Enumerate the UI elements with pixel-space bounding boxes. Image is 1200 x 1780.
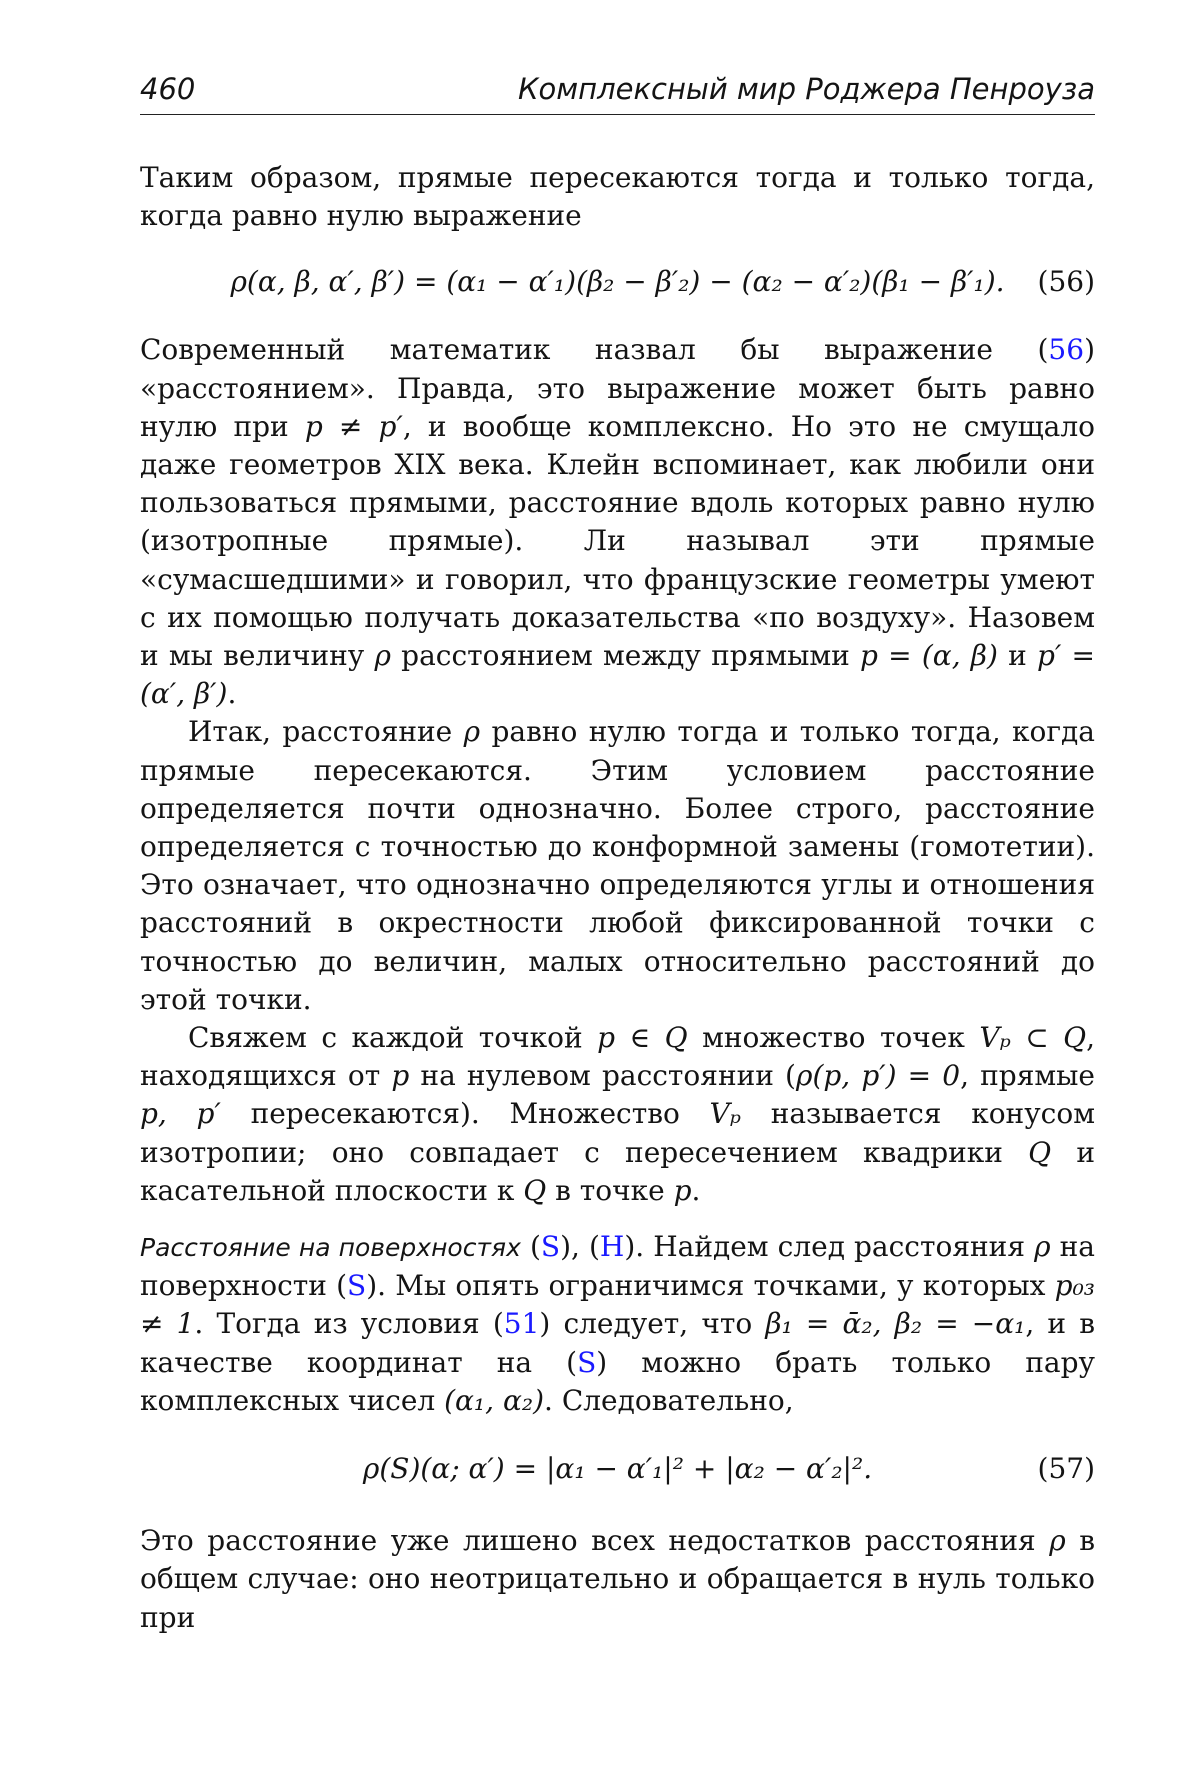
ref-S-link[interactable]: S [577, 1345, 597, 1379]
ref-56-link[interactable]: 56 [1048, 333, 1085, 367]
ref-S-link[interactable]: S [540, 1230, 561, 1264]
page [140, 72, 1095, 1637]
equation-57-number: (57) [1037, 1452, 1095, 1486]
section-run-in-heading: Расстояние на поверхностях [140, 1233, 521, 1263]
paragraph-1: Таким образом, прямые пересекаются тогда и только тогда, когда равно нулю выражение [140, 161, 1095, 233]
ref-S-link[interactable]: S [347, 1269, 367, 1303]
paragraph-5: Расстояние на поверхностях (S), (H). Найдем след расстояния ρ на поверхности (S). Мы опять ограничимся точками, у которых p₀₃ ≠ 1. Тогда из условия (51) следует, что β₁ = ᾱ₂, β₂ = −α₁, и в качестве координат на (S) можно брать только пару комплексных чисел (α₁, α₂). Следовательно, [140, 1230, 1096, 1417]
page-number: 460 [140, 72, 196, 106]
equation-57 [140, 1450, 1095, 1488]
body-text [140, 159, 1095, 1637]
equation-56-formula: ρ(α, β, α′, β′) = (α₁ − α′₁)(β₂ − β′₂) − (α₂ − α′₂)(β₁ − β′₁). [230, 265, 1005, 299]
ref-H-link[interactable]: H [599, 1230, 625, 1264]
running-head [140, 72, 1095, 115]
paragraph-4: Свяжем с каждой точкой p ∈ Q множество точек Vₚ ⊂ Q, находящихся от p на нулевом расстоянии (ρ(p, p′) = 0, прямые p, p′ пересекаются). Множество Vₚ называется конусом изотропии; оно совпадает с пересечением квадрики Q и касательной плоскости к Q в точке p. [140, 1021, 1096, 1207]
paragraph-3: Итак, расстояние ρ равно нулю тогда и только тогда, когда прямые пересекаются. Этим условием расстояние определяется почти однозначно. Более строго, расстояние определяется с точностью до конформной замены (гомотетии). Это означает, что однозначно определяются углы и отношения расстояний в окрестности любой фиксированной точки с точностью до величин, малых относительно расстояний до этой точки. [140, 715, 1095, 1016]
running-title: Комплексный мир Роджера Пенроуза [517, 72, 1095, 106]
ref-51-link[interactable]: 51 [503, 1307, 540, 1341]
equation-56 [140, 263, 1095, 301]
equation-56-number: (56) [1037, 265, 1095, 299]
equation-57-formula: ρ(S)(α; α′) = |α₁ − α′₁|² + |α₂ − α′₂|². [362, 1452, 873, 1486]
paragraph-6: Это расстояние уже лишено всех недостатков расстояния ρ в общем случае: оно неотрицательно и обращается в нуль только при [140, 1524, 1095, 1634]
paragraph-2: Современный математик назвал бы выражение (56) «расстоянием». Правда, это выражение может быть равно нулю при p ≠ p′, и вообще комплексно. Но это не смущало даже геометров XIX века. Клейн вспоминает, как любили они пользоваться прямыми, расстояние вдоль которых равно нулю (изотропные прямые). Ли называл эти прямые «сумасшедшими» и говорил, что французские геометры умеют с их помощью получать доказательства «по воздуху». Назовем и мы величину ρ расстоянием между прямыми p = (α, β) и p′ = (α′, β′). [140, 333, 1096, 711]
